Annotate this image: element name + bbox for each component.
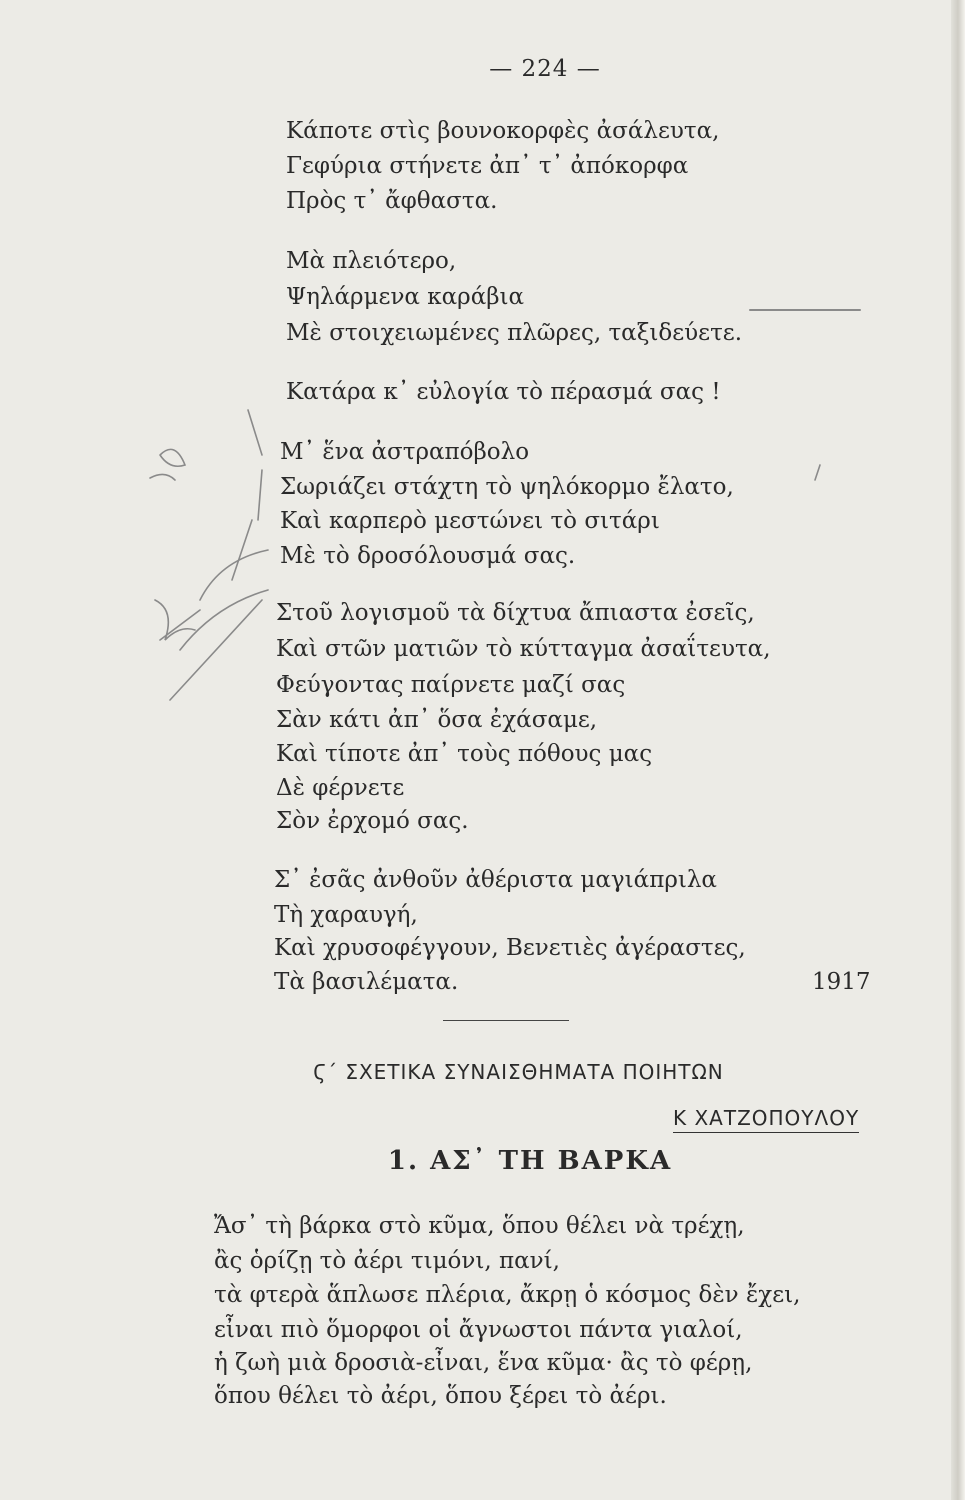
verse-line: Στοῦ λογισμοῦ τὰ δίχτυα ἄπιαστα ἐσεῖς, bbox=[276, 600, 755, 626]
verse-line: Σ᾽ ἐσᾶς ἀνθοῦν ἀθέριστα μαγιάπριλα bbox=[274, 867, 717, 893]
poem-line: ἂς ὁρίζῃ τὸ ἀέρι τιμόνι, πανί, bbox=[214, 1248, 560, 1274]
verse-line: Δὲ φέρνετε bbox=[276, 775, 405, 801]
verse-line: Σὰν κάτι ἀπ᾽ ὅσα ἐχάσαμε, bbox=[276, 707, 598, 733]
verse-line: Ψηλάρμενα καράβια bbox=[286, 284, 525, 310]
verse-line: Πρὸς τ᾽ ἄφθαστα. bbox=[286, 188, 498, 214]
verse-line: Τὴ χαραυγή, bbox=[274, 902, 418, 928]
page-edge-shadow bbox=[951, 0, 965, 1500]
poem-line: εἶναι πιὸ ὅμορφοι οἱ ἄγνωστοι πάντα γιαλοί, bbox=[214, 1317, 743, 1343]
verse-line: Φεύγοντας παίρνετε μαζί σας bbox=[276, 672, 626, 698]
poem-title: 1. ΑΣ᾽ ΤΗ ΒΑΡΚΑ bbox=[387, 1146, 673, 1176]
poem-line: ὅπου θέλει τὸ ἀέρι, ὅπου ξέρει τὸ ἀέρι. bbox=[214, 1383, 667, 1409]
poem-line: ἡ ζωὴ μιὰ δροσιὰ-εἶναι, ἕνα κῦμα· ἂς τὸ φέρῃ, bbox=[214, 1350, 753, 1376]
poem-line: τὰ φτερὰ ἅπλωσε πλέρια, ἄκρῃ ὁ κόσμος δὲν ἔχει, bbox=[214, 1282, 801, 1308]
verse-line: Μὲ στοιχειωμένες πλῶρες, ταξιδεύετε. bbox=[286, 320, 743, 346]
verse-line: Καὶ καρπερὸ μεστώνει τὸ σιτάρι bbox=[280, 508, 660, 534]
verse-line: Μὲ τὸ δροσόλουσμά σας. bbox=[280, 543, 576, 569]
poem-date: 1917 bbox=[812, 969, 871, 995]
author-name: Κ ΧΑΤΖΟΠΟΥΛΟΥ bbox=[673, 1106, 859, 1133]
verse-line: Τὰ βασιλέματα. bbox=[274, 969, 459, 995]
verse-line: Καὶ στῶν ματιῶν τὸ κύτταγμα ἀσαΐτευτα, bbox=[276, 636, 771, 662]
poem-line: Ἄσ᾽ τὴ βάρκα στὸ κῦμα, ὅπου θέλει νὰ τρέχῃ, bbox=[214, 1213, 745, 1239]
verse-line: Μὰ πλειότερο, bbox=[286, 248, 457, 274]
section-divider bbox=[443, 1020, 569, 1021]
section-heading: Ϛ΄ ΣΧΕΤΙΚΑ ΣΥΝΑΙΣΘΗΜΑΤΑ ΠΟΙΗΤΩΝ bbox=[313, 1060, 724, 1084]
verse-line: Κάποτε στὶς βουνοκορφὲς ἀσάλευτα, bbox=[286, 118, 720, 144]
verse-line: Μ᾽ ἕνα ἀστραπόβολο bbox=[280, 439, 530, 465]
verse-line: Καὶ τίποτε ἀπ᾽ τοὺς πόθους μας bbox=[276, 741, 653, 767]
verse-line: Γεφύρια στήνετε ἀπ᾽ τ᾽ ἀπόκορφα bbox=[286, 153, 689, 179]
verse-line: Κατάρα κ᾽ εὐλογία τὸ πέρασμά σας ! bbox=[286, 379, 721, 405]
verse-line: Σωριάζει στάχτη τὸ ψηλόκορμο ἔλατο, bbox=[280, 474, 734, 500]
page-number: — 224 — bbox=[489, 56, 601, 82]
verse-line: Καὶ χρυσοφέγγουν, Βενετιὲς ἀγέραστες, bbox=[274, 935, 746, 961]
verse-line: Σὸν ἐρχομό σας. bbox=[276, 808, 469, 834]
